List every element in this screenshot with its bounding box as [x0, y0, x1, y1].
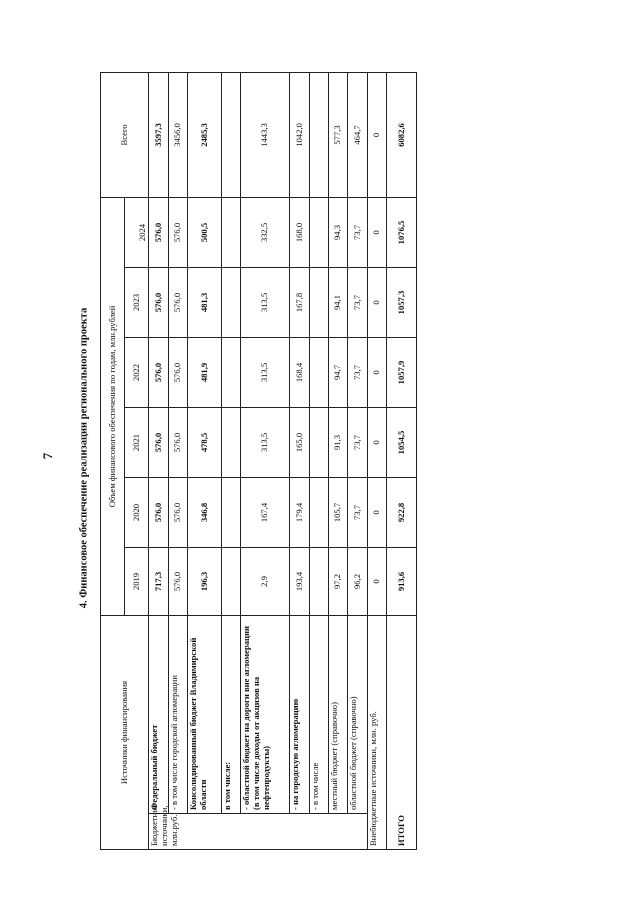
- header-total: Всего: [101, 72, 149, 197]
- section-title: 4. Финансовое обеспечение реализации регионального проекта: [78, 307, 90, 609]
- cell-value: 346,8: [188, 478, 222, 548]
- cell-value: 1042,0: [290, 72, 309, 197]
- cell-value: 3456,0: [168, 72, 187, 197]
- row-label: Федеральный бюджет: [149, 616, 168, 814]
- table-row: [290, 72, 309, 849]
- cell-value: 165,0: [290, 408, 309, 478]
- cell-value: 478,5: [188, 408, 222, 478]
- header-year-2021: 2021: [125, 408, 149, 478]
- cell-value: 94,7: [329, 338, 348, 408]
- cell-value: 0: [367, 268, 386, 338]
- cell-value: [309, 197, 328, 267]
- cell-value: 332,5: [241, 197, 290, 267]
- cell-value: 0: [367, 548, 386, 616]
- financing-table-container: [100, 73, 417, 850]
- header-year-2020: 2020: [125, 478, 149, 548]
- cell-value: [222, 548, 241, 616]
- cell-value: [222, 338, 241, 408]
- cell-value: 105,7: [329, 478, 348, 548]
- cell-value: 464,7: [348, 72, 367, 197]
- table-row: [309, 72, 328, 849]
- cell-value: 73,7: [348, 197, 367, 267]
- cell-value: [309, 268, 328, 338]
- cell-value: 73,7: [348, 268, 367, 338]
- cell-value: 2485,3: [188, 72, 222, 197]
- cell-value: 6082,6: [387, 72, 417, 197]
- header-year-2019: 2019: [125, 548, 149, 616]
- cell-value: 1057,9: [387, 338, 417, 408]
- cell-value: 179,4: [290, 478, 309, 548]
- cell-value: [222, 408, 241, 478]
- cell-value: 0: [367, 408, 386, 478]
- header-year-2023: 2023: [125, 268, 149, 338]
- row-label: - на городскую агломерацию: [290, 616, 309, 814]
- page-number: 7: [40, 452, 55, 460]
- table-body: [149, 72, 417, 849]
- cell-value: 73,7: [348, 408, 367, 478]
- cell-value: [222, 72, 241, 197]
- cell-value: 576,0: [149, 478, 168, 548]
- cell-value: 193,4: [290, 548, 309, 616]
- cell-value: 717,3: [149, 548, 168, 616]
- row-label: - в том числе городской агломерации: [168, 616, 187, 814]
- cell-value: [309, 338, 328, 408]
- cell-value: 91,3: [329, 408, 348, 478]
- header-year-2022: 2022: [125, 338, 149, 408]
- table-row: [188, 72, 222, 849]
- table-row: [387, 72, 417, 849]
- cell-value: 1054,5: [387, 408, 417, 478]
- financing-table: [100, 72, 417, 850]
- cell-value: 0: [367, 338, 386, 408]
- header-source-col: Источники финансирования: [101, 616, 149, 850]
- cell-value: [309, 548, 328, 616]
- cell-value: [309, 408, 328, 478]
- row-label: областной бюджет (справочно): [348, 616, 367, 814]
- cell-value: 576,0: [168, 408, 187, 478]
- table-row: [149, 72, 168, 849]
- header-volume-group: Объем финансового обеспечения по годам, млн.рублей: [101, 197, 125, 615]
- cell-value: [222, 478, 241, 548]
- cell-value: 1057,3: [387, 268, 417, 338]
- cell-value: 73,7: [348, 338, 367, 408]
- cell-value: 0: [367, 72, 386, 197]
- cell-value: 96,2: [348, 548, 367, 616]
- cell-value: 913,6: [387, 548, 417, 616]
- cell-value: 576,0: [168, 478, 187, 548]
- cell-value: 73,7: [348, 478, 367, 548]
- row-label: Консолидированный бюджет Владимирской области: [188, 616, 222, 814]
- cell-value: [309, 72, 328, 197]
- cell-value: 577,3: [329, 72, 348, 197]
- cell-value: [222, 268, 241, 338]
- cell-value: 576,0: [149, 268, 168, 338]
- cell-value: 1076,5: [387, 197, 417, 267]
- cell-value: 313,5: [241, 408, 290, 478]
- row-label-offbudget: Внебюджетные источники, млн. руб.: [367, 616, 386, 850]
- cell-value: 481,3: [188, 268, 222, 338]
- cell-value: 576,0: [149, 338, 168, 408]
- cell-value: 167,4: [241, 478, 290, 548]
- table-row: [222, 72, 241, 849]
- table-row: [329, 72, 348, 849]
- cell-value: 167,8: [290, 268, 309, 338]
- cell-value: 196,3: [188, 548, 222, 616]
- table-row: [168, 72, 187, 849]
- header-year-2024: 2024: [137, 197, 149, 267]
- cell-value: 576,0: [168, 197, 187, 267]
- cell-value: 576,0: [168, 548, 187, 616]
- cell-value: 313,5: [241, 338, 290, 408]
- cell-value: 576,0: [168, 338, 187, 408]
- cell-value: 0: [367, 478, 386, 548]
- row-label: - областной бюджет на дороги вне агломерации (в том числе доходы от акцизов на нефтепродукты): [241, 616, 290, 814]
- cell-value: 168,0: [290, 197, 309, 267]
- cell-value: 576,0: [168, 268, 187, 338]
- cell-value: 94,3: [329, 197, 348, 267]
- table-row: [367, 72, 386, 849]
- row-label: - в том числе: [309, 616, 328, 814]
- cell-value: 3597,3: [149, 72, 168, 197]
- cell-value: 1443,3: [241, 72, 290, 197]
- cell-value: 500,5: [188, 197, 222, 267]
- budget-group-label: Бюджетные источники, млн.руб.: [149, 814, 367, 850]
- row-label: местный бюджет (справочно): [329, 616, 348, 814]
- cell-value: [309, 478, 328, 548]
- row-label: в том числе:: [222, 616, 241, 814]
- cell-value: 576,0: [149, 408, 168, 478]
- table-row: [348, 72, 367, 849]
- cell-value: 94,1: [329, 268, 348, 338]
- cell-value: 97,2: [329, 548, 348, 616]
- row-label-total: ИТОГО: [387, 616, 417, 850]
- cell-value: 168,4: [290, 338, 309, 408]
- cell-value: 576,0: [149, 197, 168, 267]
- cell-value: 2,9: [241, 548, 290, 616]
- cell-value: 313,5: [241, 268, 290, 338]
- cell-value: 481,9: [188, 338, 222, 408]
- cell-value: 922,8: [387, 478, 417, 548]
- cell-value: [222, 197, 241, 267]
- table-row: [241, 72, 290, 849]
- cell-value: 0: [367, 197, 386, 267]
